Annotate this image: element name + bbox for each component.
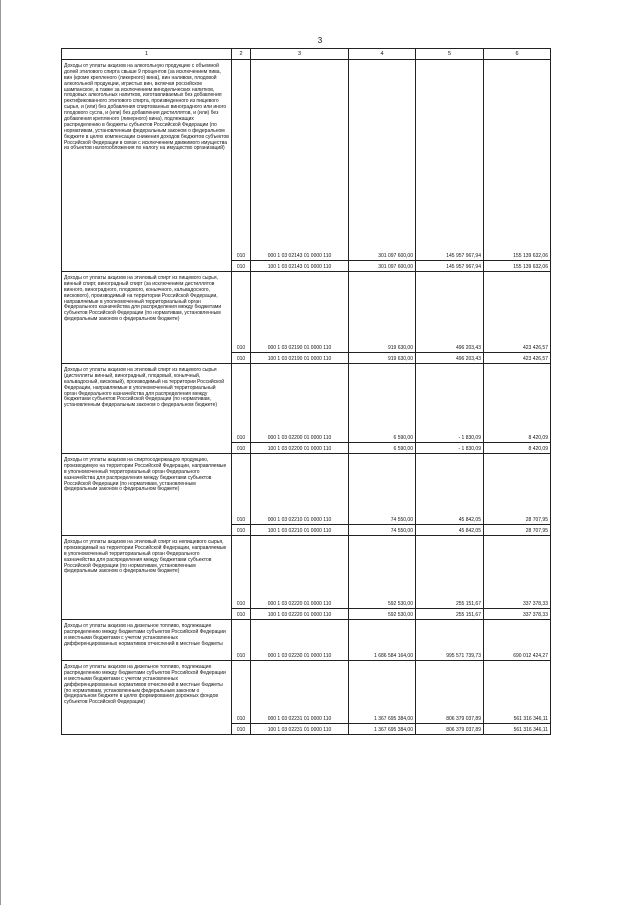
unexecuted-amount: 155 139 632,06 <box>484 261 551 272</box>
executed-amount: 806 379 037,89 <box>416 724 484 735</box>
header-row <box>62 49 551 60</box>
line-code: 010 <box>232 272 251 353</box>
scan-edge <box>0 0 1 905</box>
unexecuted-amount: 423 426,57 <box>484 353 551 364</box>
budget-classification-code: 100 1 03 02220 01 0000 110 <box>251 609 349 620</box>
executed-amount: 255 151,67 <box>416 536 484 609</box>
executed-amount: 496 203,43 <box>416 272 484 353</box>
revenue-table <box>61 48 551 735</box>
approved-amount: 1 367 695 384,00 <box>349 661 416 724</box>
row-description: Доходы от уплаты акцизов на алкогольную продукцию с объемной долей этилового спирта свыше 9 процентов (за исключением пива, вин (кроме крепленого (ликерного) вина), вин наливом, плодовой алкогольной продукции, игристых вин, включая российское шампанское, а также за исключением винодельческих напитков, плодовых алкогольных напитков, изготавливаемых без добавления ректификованного этилового спирта, произведенного из пищевого сырья, и (или) без добавления спиртованных виноградного или иного плодового сусла, и (или) без добавления дистиллятов, и (или) без добавления крепленого (ликерного) вина), подлежащих распределению в бюджеты субъектов Российской Федерации (по нормативам, установленным федеральным законом о федеральном бюджете в целях компенсации снижения доходов бюджетов субъектов Российской Федерации в связи с исключением движимого имущества из объектов налогообложения по налогу на имущество организаций) <box>62 60 232 272</box>
budget-classification-code: 100 1 03 02143 01 0000 110 <box>251 261 349 272</box>
budget-classification-code: 100 1 03 02231 01 0000 110 <box>251 724 349 735</box>
approved-amount: 74 550,00 <box>349 525 416 536</box>
unexecuted-amount: 561 316 346,11 <box>484 661 551 724</box>
approved-amount: 592 530,00 <box>349 536 416 609</box>
unexecuted-amount: 423 426,57 <box>484 272 551 353</box>
executed-amount: 995 571 739,73 <box>416 620 484 661</box>
executed-amount: 45 842,05 <box>416 525 484 536</box>
unexecuted-amount: 8 420,09 <box>484 364 551 443</box>
line-code: 010 <box>232 364 251 443</box>
unexecuted-amount: 155 139 632,06 <box>484 60 551 261</box>
row-description: Доходы от уплаты акцизов на спиртосодержащую продукцию, производимую на территории Российской Федерации, направляемые в уполномоченный территориальный орган Федерального казначейства для распределения между бюджетами субъектов Российской Федерации (по нормативам, установленным федеральным законом о федеральном бюджете) <box>62 454 232 536</box>
line-code: 010 <box>232 620 251 661</box>
executed-amount: 496 203,43 <box>416 353 484 364</box>
line-code: 010 <box>232 525 251 536</box>
approved-amount: 6 590,00 <box>349 364 416 443</box>
budget-classification-code: 100 1 03 02190 01 0000 110 <box>251 353 349 364</box>
unexecuted-amount: 8 420,09 <box>484 443 551 454</box>
table-row <box>62 661 551 724</box>
header-cell: 4 <box>349 49 416 60</box>
line-code: 010 <box>232 661 251 724</box>
budget-classification-code: 000 1 03 02143 01 0000 110 <box>251 60 349 261</box>
table-row <box>62 454 551 525</box>
line-code: 010 <box>232 353 251 364</box>
unexecuted-amount: 690 012 424,27 <box>484 620 551 661</box>
line-code: 010 <box>232 261 251 272</box>
row-description: Доходы от уплаты акцизов на этиловый спирт из непищевого сырья, производимый на территории Российской Федерации, направляемые в уполномоченный территориальный орган Федерального казначейства для распределения между бюджетами субъектов Российской Федерации (по нормативам, установленным федеральным законом о федеральном бюджете) <box>62 536 232 620</box>
executed-amount: - 1 830,09 <box>416 443 484 454</box>
table-row <box>62 60 551 261</box>
approved-amount: 1 367 695 384,00 <box>349 724 416 735</box>
executed-amount: 806 379 037,89 <box>416 661 484 724</box>
budget-classification-code: 000 1 03 02210 01 0000 110 <box>251 454 349 525</box>
budget-classification-code: 000 1 03 02231 01 0000 110 <box>251 661 349 724</box>
approved-amount: 1 686 584 164,00 <box>349 620 416 661</box>
page-number: 3 <box>317 36 323 45</box>
row-description: Доходы от уплаты акцизов на дизельное топливо, подлежащие распределению между бюджетами субъектов Российской Федерации и местными бюджетами с учетом установленных дифференцированных нормативов отчислений в местные бюджеты <box>62 620 232 661</box>
budget-classification-code: 000 1 03 02230 01 0000 110 <box>251 620 349 661</box>
unexecuted-amount: 28 707,95 <box>484 454 551 525</box>
budget-classification-code: 000 1 03 02200 01 0000 110 <box>251 364 349 443</box>
approved-amount: 301 097 600,00 <box>349 261 416 272</box>
executed-amount: 255 151,67 <box>416 609 484 620</box>
budget-classification-code: 000 1 03 02220 01 0000 110 <box>251 536 349 609</box>
header-cell: 5 <box>416 49 484 60</box>
executed-amount: - 1 830,09 <box>416 364 484 443</box>
unexecuted-amount: 561 316 346,11 <box>484 724 551 735</box>
line-code: 010 <box>232 724 251 735</box>
unexecuted-amount: 337 378,33 <box>484 536 551 609</box>
line-code: 010 <box>232 443 251 454</box>
approved-amount: 592 530,00 <box>349 609 416 620</box>
header-cell: 3 <box>251 49 349 60</box>
budget-classification-code: 000 1 03 02190 01 0000 110 <box>251 272 349 353</box>
row-description: Доходы от уплаты акцизов на этиловый спирт из пищевого сырья, винный спирт, виноградный спирт (за исключением дистиллятов винного, виноградного, плодового, коньячного, кальвадосного, вискового), производимый на территории Российской Федерации, направляемые в уполномоченный территориальный орган Федерального казначейства для распределения между бюджетами субъектов Российской Федерации (по нормативам, установленным федеральным законом о федеральном бюджете) <box>62 272 232 364</box>
approved-amount: 301 097 600,00 <box>349 60 416 261</box>
budget-classification-code: 100 1 03 02210 01 0000 110 <box>251 525 349 536</box>
unexecuted-amount: 337 378,33 <box>484 609 551 620</box>
unexecuted-amount: 28 707,95 <box>484 525 551 536</box>
header-cell: 6 <box>484 49 551 60</box>
executed-amount: 145 957 967,94 <box>416 60 484 261</box>
line-code: 010 <box>232 60 251 261</box>
line-code: 010 <box>232 536 251 609</box>
row-description: Доходы от уплаты акцизов на этиловый спирт из пищевого сырья (дистилляты винный, виноградный, плодовый, коньячный, кальвадосный, висковый), производимый на территории Российской Федерации, направляемые в уполномоченный территориальный орган Федерального казначейства для распределения между бюджетами субъектов Российской Федерации (по нормативам, установленным федеральным законом о федеральном бюджете) <box>62 364 232 454</box>
line-code: 010 <box>232 609 251 620</box>
table-row <box>62 536 551 609</box>
header-cell: 2 <box>232 49 251 60</box>
approved-amount: 74 550,00 <box>349 454 416 525</box>
header-cell: 1 <box>62 49 232 60</box>
executed-amount: 45 842,05 <box>416 454 484 525</box>
executed-amount: 145 957 967,94 <box>416 261 484 272</box>
approved-amount: 919 630,00 <box>349 353 416 364</box>
table-row <box>62 272 551 353</box>
line-code: 010 <box>232 454 251 525</box>
table-row <box>62 364 551 443</box>
approved-amount: 919 630,00 <box>349 272 416 353</box>
row-description: Доходы от уплаты акцизов на дизельное топливо, подлежащие распределению между бюджетами субъектов Российской Федерации и местными бюджетами с учетом установленных дифференцированных нормативов отчислений в местные бюджеты (по нормативам, установленным федеральным законом о федеральном бюджете в целях формирования дорожных фондов субъектов Российской Федерации) <box>62 661 232 735</box>
table-row <box>62 620 551 661</box>
approved-amount: 6 590,00 <box>349 443 416 454</box>
budget-classification-code: 100 1 03 02200 01 0000 110 <box>251 443 349 454</box>
